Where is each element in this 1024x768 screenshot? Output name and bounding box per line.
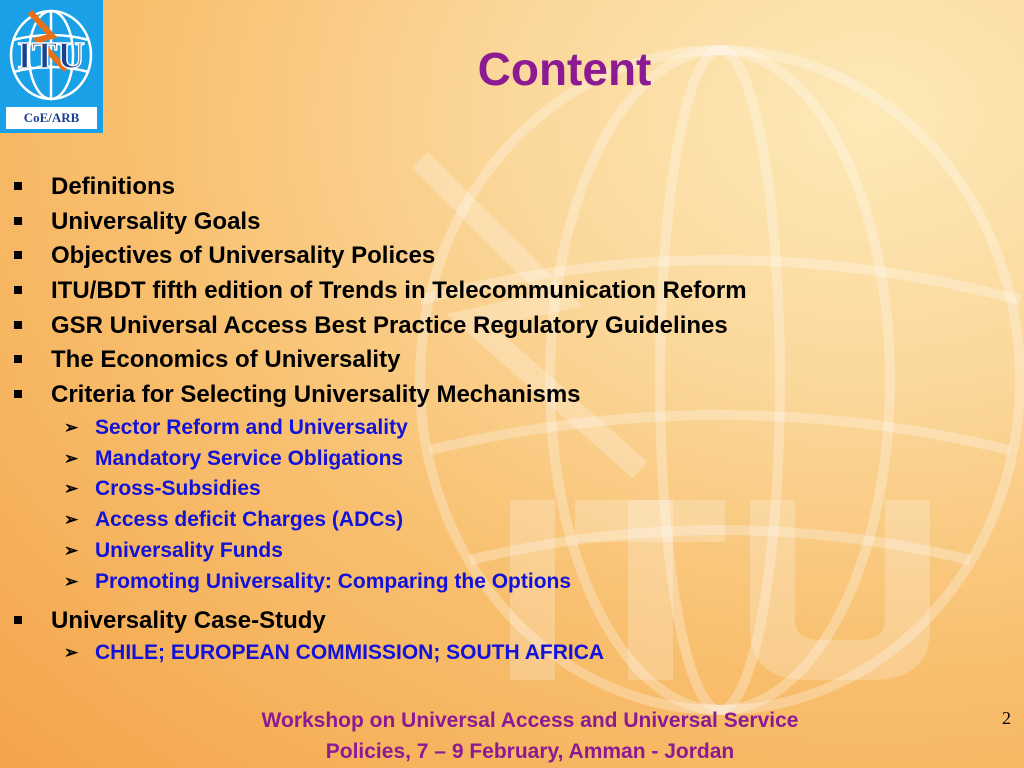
- outline-item-label: Criteria for Selecting Universality Mechanisms: [51, 381, 581, 409]
- footer-line-1: Workshop on Universal Access and Universal Service: [261, 709, 799, 732]
- outline-subitem-label: Cross-Subsidies: [95, 477, 261, 501]
- outline-subitem-label: Universality Funds: [95, 539, 283, 562]
- outline-subitem-label: Sector Reform and Universality: [95, 415, 408, 439]
- footer-line-2: Policies, 7 – 9 February, Amman - Jordan: [325, 740, 735, 763]
- square-bullet-icon: [14, 182, 22, 190]
- outline-item-label: Universality Goals: [51, 207, 261, 235]
- outline-item-label: GSR Universal Access Best Practice Regulatory Guidelines: [51, 311, 728, 339]
- arrow-bullet-icon: ➢: [64, 643, 79, 663]
- arrow-bullet-icon: ➢: [64, 510, 79, 530]
- outline-subitem-label: Promoting Universality: Comparing the Options: [95, 569, 572, 593]
- arrow-bullet-icon: ➢: [64, 448, 79, 468]
- outline-subitem-label: CHILE; EUROPEAN COMMISSION; SOUTH AFRICA: [95, 641, 605, 665]
- outline-item-label: ITU/BDT fifth edition of Trends in Telecommunication Reform: [51, 277, 747, 305]
- square-bullet-icon: [14, 390, 22, 398]
- arrow-bullet-icon: ➢: [64, 571, 79, 591]
- square-bullet-icon: [14, 355, 22, 363]
- arrow-bullet-icon: ➢: [64, 541, 79, 560]
- outline-subitem-label: Mandatory Service Obligations: [95, 446, 404, 470]
- square-bullet-icon: [14, 217, 22, 225]
- outline-item-label: Definitions: [51, 173, 175, 200]
- outline-subitem-label: Access deficit Charges (ADCs): [95, 508, 404, 532]
- square-bullet-icon: [14, 321, 22, 329]
- outline-item-label: Objectives of Universality Polices: [51, 242, 436, 270]
- slide-title: Content: [477, 43, 652, 95]
- logo-caption: CoE/ARB: [23, 110, 80, 125]
- square-bullet-icon: [14, 286, 22, 294]
- square-bullet-icon: [14, 251, 22, 259]
- square-bullet-icon: [14, 616, 22, 624]
- arrow-bullet-icon: ➢: [64, 417, 79, 437]
- page-number: 2: [1002, 708, 1011, 728]
- outline-item-label: The Economics of Universality: [51, 346, 401, 374]
- slide-footer: [0, 705, 1024, 767]
- itu-logo-mark: ITU: [17, 35, 85, 77]
- arrow-bullet-icon: ➢: [64, 479, 79, 499]
- outline-item-label: Universality Case-Study: [51, 606, 326, 634]
